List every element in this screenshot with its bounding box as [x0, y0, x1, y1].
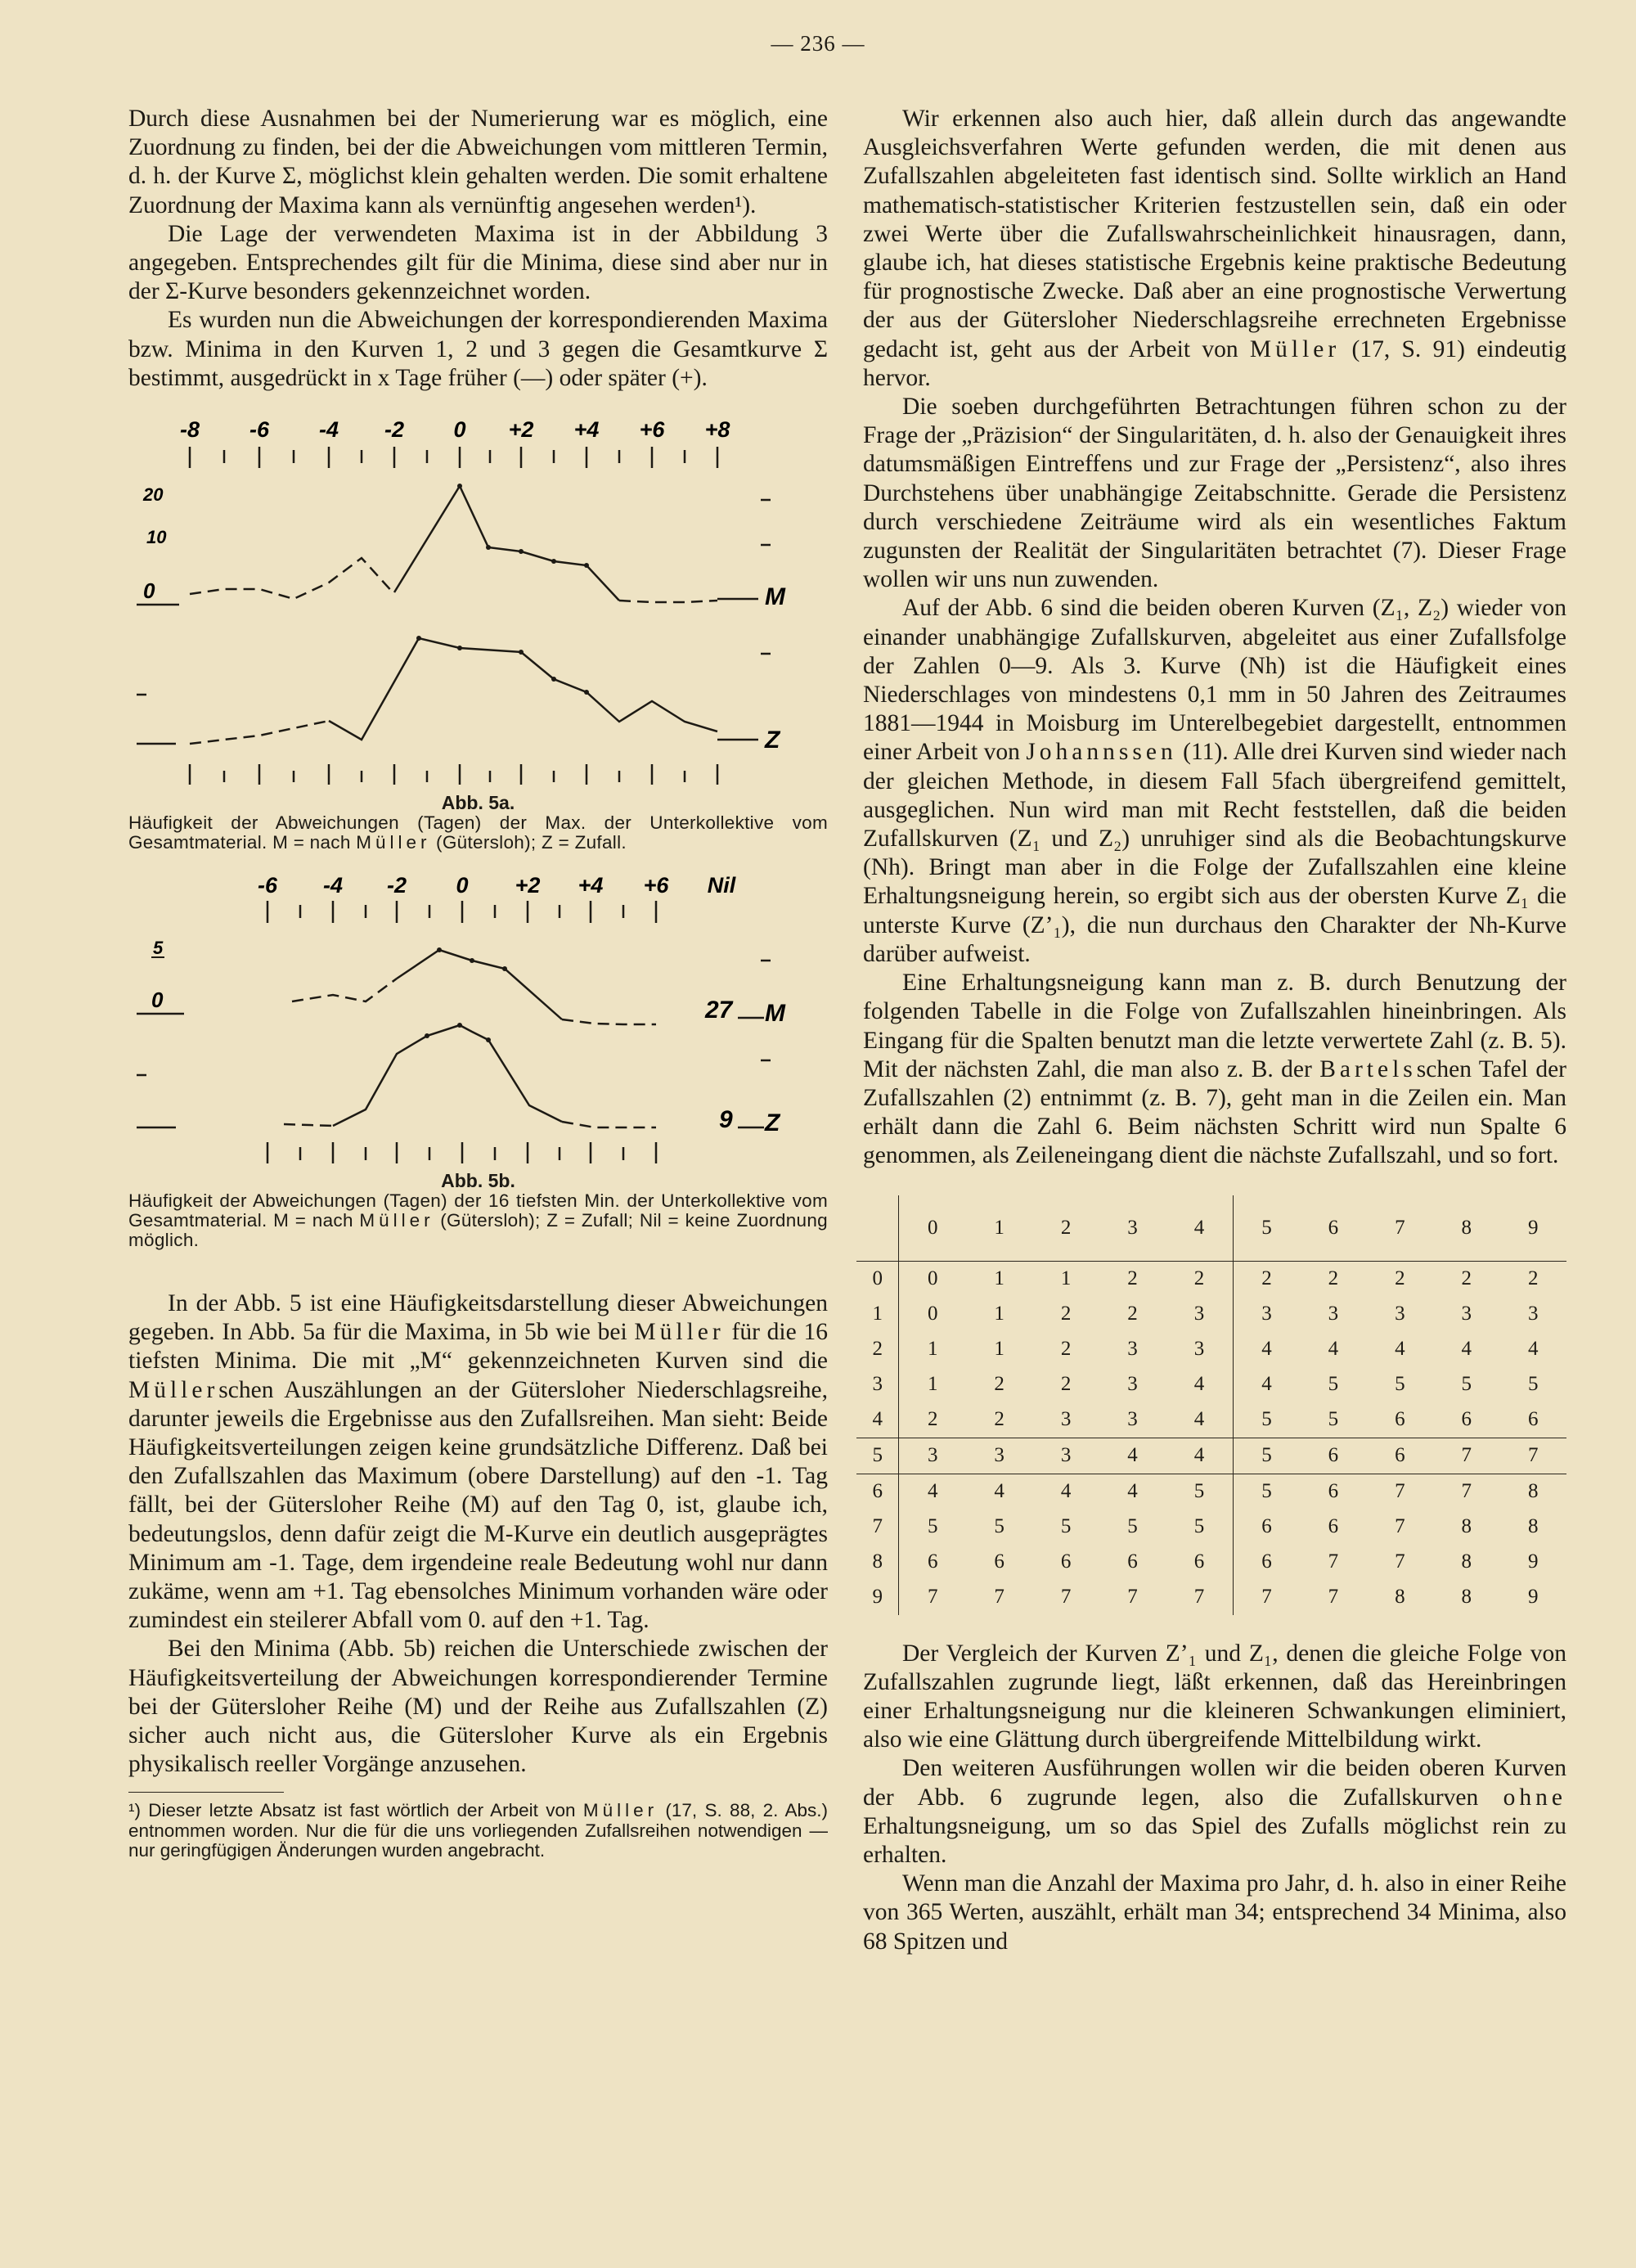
table-row-header: 4 — [856, 1402, 899, 1438]
footnote-author: Müller — [582, 1800, 658, 1821]
text-run: In der Abb. 5 ist eine Häufigkeitsdarstellung dieser Abweichungen gegeben. In Abb. 5a für die Maxima, in 5b wie bei — [128, 1290, 828, 1346]
right-paragraph-3 — [863, 594, 1566, 969]
left-column — [128, 105, 828, 1861]
table-cell: 3 — [966, 1438, 1032, 1474]
table-cell: 6 — [1328, 1515, 1339, 1538]
fig5a-tick-label: -4 — [318, 417, 339, 443]
table-row-header: 9 — [856, 1580, 899, 1615]
table-cell: 2 — [1461, 1267, 1472, 1290]
fig5b-tick-label: +2 — [515, 873, 541, 898]
table-cell: 3 — [899, 1438, 966, 1474]
table-cell: 7 — [1127, 1586, 1138, 1609]
table-cell: 5 — [1233, 1474, 1300, 1510]
table-column-header: 9 — [1500, 1195, 1567, 1262]
table-cell: 6 — [1300, 1474, 1366, 1510]
table-cell: 6 — [1300, 1438, 1366, 1474]
table-corner-cell — [856, 1195, 899, 1262]
table-row-header: 0 — [856, 1261, 899, 1297]
table-row — [856, 1474, 1566, 1510]
table-cell: 2 — [994, 1408, 1005, 1431]
fig5a-tick-label: +6 — [639, 417, 665, 443]
table-column-header: 1 — [966, 1195, 1032, 1262]
table-cell: 6 — [1233, 1510, 1300, 1545]
fig5a-tick-label: -6 — [249, 417, 270, 443]
text-run: Eine Erhaltungsneigung kann man z. B. durch Benutzung der folgenden Tabelle in die Folge von Zufallszahlen hineinbringen. Als Eingang für die Spalten benutzt man die letzte verwertete Zahl (z. B. 5). Mit der nächsten Zahl, die man also z. B. der — [863, 970, 1566, 1082]
table-header-row — [856, 1195, 1566, 1262]
fig5b-y-label: 5 — [153, 938, 164, 959]
table-cell: 6 — [1233, 1545, 1300, 1580]
table-cell: 7 — [1328, 1550, 1339, 1573]
table-column-header: 3 — [1099, 1195, 1166, 1262]
fig5a-curve-m — [190, 486, 758, 602]
table-cell: 3 — [1193, 1338, 1205, 1361]
table-cell: 4 — [1193, 1373, 1205, 1396]
table-cell: 1 — [1060, 1267, 1072, 1290]
table-cell: 1 — [927, 1338, 938, 1361]
table-column-header: 6 — [1300, 1195, 1366, 1262]
table-cell: 2 — [1193, 1267, 1205, 1290]
table-cell: 5 — [1461, 1373, 1472, 1396]
table-cell: 9 — [1528, 1550, 1539, 1573]
table-row — [856, 1297, 1566, 1332]
table-cell: 4 — [1099, 1438, 1166, 1474]
table-cell: 3 — [1528, 1303, 1539, 1325]
figure-5b-caption — [128, 1191, 828, 1250]
table-cell: 5 — [1166, 1474, 1233, 1510]
author-name: Müller — [634, 1319, 725, 1346]
footnote — [128, 1801, 828, 1861]
text-run: (17, S. 91) eindeutig hervor. — [863, 335, 1566, 391]
figure-5a-chart — [128, 404, 828, 789]
fig5b-top-ticks — [267, 901, 656, 923]
fig5b-tick-label: Nil — [707, 873, 736, 898]
table-column-header: 0 — [899, 1195, 966, 1262]
table-row — [856, 1580, 1566, 1615]
table-cell: 6 — [1060, 1550, 1072, 1573]
text-run: Den weiteren Ausführungen wollen wir die beiden oberen Kurven der Abb. 6 zugrunde legen, also die Zufallskurven — [863, 1755, 1566, 1811]
table-cell: 5 — [1193, 1515, 1205, 1538]
table-cell: 5 — [1060, 1515, 1072, 1538]
table-cell: 1 — [994, 1338, 1005, 1361]
table-row — [856, 1367, 1566, 1402]
caption-text: Häufigkeit der Abweichungen (Tagen) der 16 tiefsten Min. der Unterkollektive vom Gesamtmaterial. M = nach — [128, 1190, 828, 1231]
table-row-header: 3 — [856, 1367, 899, 1402]
caption-text: (Gütersloh); Z = Zufall; Nil = keine Zuordnung möglich. — [128, 1210, 828, 1251]
table-cell: 3 — [1127, 1338, 1138, 1361]
table-cell: 1 — [994, 1303, 1005, 1325]
fig5b-tick-label: -2 — [386, 873, 407, 898]
table-cell: 4 — [1328, 1338, 1339, 1361]
table-cell: 7 — [1500, 1438, 1567, 1474]
author-name: Johannssen — [1026, 739, 1177, 766]
table-cell: 5 — [1328, 1408, 1339, 1431]
table-cell: 6 — [1528, 1408, 1539, 1431]
fig5a-tick-label: +4 — [573, 417, 600, 443]
footnote-rule — [128, 1792, 284, 1793]
table-cell: 4 — [1233, 1367, 1300, 1402]
table-cell: 4 — [1461, 1338, 1472, 1361]
text-run: (11). Alle drei Kurven sind wieder nach der gleichen Methode, in diesem Fall 5fach übergreifend gemittelt, ausgeglichen. Nun wird man mit Recht feststellen, daß die beiden Zufallskurven (Z₁ und Z₂) unruhiger sind als die Beobachtungskurve (Nh). Bringt man aber in die Folge der Zufallszahlen eine kleine Erhaltungsneigung herein, so ergibt sich aus der obersten Kurve Z₁ die unterste Kurve (Z’₁), die nun durchaus den Charakter der Nh-Kurve darüber aufweist. — [863, 739, 1566, 967]
table-cell: 3 — [1032, 1438, 1099, 1474]
table-cell: 1 — [927, 1373, 938, 1396]
table-cell: 4 — [1233, 1332, 1300, 1367]
fig5b-label-m: M — [765, 1000, 785, 1028]
fig5b-y-label: 0 — [151, 988, 164, 1013]
fig5a-y-label: 10 — [146, 527, 167, 548]
table-cell: 6 — [994, 1550, 1005, 1573]
table-column-header: 7 — [1367, 1195, 1433, 1262]
table-cell: 5 — [1395, 1373, 1405, 1396]
table-cell: 0 — [927, 1303, 938, 1325]
table-cell: 4 — [1032, 1474, 1099, 1510]
caption-text: Häufigkeit der Abweichungen (Tagen) der Max. der Unterkollektive vom Gesamtmaterial. M = nach — [128, 812, 828, 853]
table-cell: 2 — [994, 1373, 1005, 1396]
text-run: Auf der Abb. 6 sind die beiden oberen Kurven (Z₁, Z₂) wieder von einander unabhängige Zufallskurven, abgeleitet aus einer Zufallsfolge der Zahlen 0—9. Als 3. Kurve (Nh) ist die Häufigkeit eines Niederschlages von mindestens 0,1 mm in 50 Jahren des Zeitraumes 1881—1944 in Moisburg im Unterelbegebiet dargestellt, entnommen einer Arbeit von — [863, 595, 1566, 766]
table-cell: 2 — [1060, 1338, 1072, 1361]
fig5b-tick-label: +4 — [578, 873, 604, 898]
table-cell: 5 — [927, 1515, 938, 1538]
table-cell: 0 — [927, 1267, 938, 1290]
caption-author: Müller — [359, 1210, 434, 1231]
table-column-header: 5 — [1233, 1195, 1300, 1262]
table-cell: 6 — [1367, 1438, 1433, 1474]
text-run: Erhaltungsneigung, um so das Spiel des Zufalls möglichst rein zu erhalten. — [863, 1812, 1566, 1868]
table-cell: 2 — [927, 1408, 938, 1431]
right-paragraph-2: Die soeben durchgeführten Betrachtungen führen schon zu der Frage der „Präzision“ der Singularitäten, d. h. also der Genauigkeit ihres datumsmäßigen Eintreffens und zur Frage der „Persistenz“, also ihres Durchstehens über unabhängige Zeitabschnitte. Gerade die Persistenz durch verschiedene Zeiträume wird als ein wesentliches Faktum zugunsten der Realität der Singularitäten betrachtet (7). Dieser Frage wollen wir uns nun zuwenden. — [863, 394, 1566, 593]
table-cell: 8 — [1461, 1515, 1472, 1538]
table-cell: 2 — [1328, 1267, 1339, 1290]
fig5a-tick-label: 0 — [453, 417, 466, 443]
table-cell: 8 — [1500, 1474, 1567, 1510]
table-cell: 2 — [1127, 1303, 1138, 1325]
table-cell: 6 — [1127, 1550, 1138, 1573]
right-paragraph-1 — [863, 105, 1566, 393]
table-cell: 9 — [1528, 1586, 1539, 1609]
table-cell: 8 — [1461, 1586, 1472, 1609]
figure-5b-title: Abb. 5b. — [441, 1170, 515, 1192]
table-cell: 2 — [1395, 1267, 1405, 1290]
table-cell: 6 — [1395, 1408, 1405, 1431]
persistence-table — [856, 1195, 1566, 1615]
fig5b-tick-label: -6 — [257, 873, 278, 898]
fig5b-nil-value-m: 27 — [705, 997, 733, 1024]
table-cell: 6 — [1193, 1550, 1205, 1573]
fig5a-label-z: Z — [765, 727, 780, 754]
fig5a-curve-z — [190, 638, 758, 744]
left-paragraph-1: Durch diese Ausnahmen bei der Numerierung war es möglich, eine Zuordnung zu finden, bei der die Abweichungen vom mittleren Termin, d. h. der Kurve Σ, möglichst klein gehalten werden. Die somit erhaltene Zuordnung der Maxima kann als vernünftig angesehen werden¹). — [128, 106, 828, 218]
figure-5a-caption — [128, 813, 828, 853]
text-run: für die 16 tiefsten Minima. Die mit „M“ gekennzeichneten Kurven sind die — [128, 1319, 828, 1375]
table-cell: 8 — [1395, 1586, 1405, 1609]
fig5a-y-label: 20 — [143, 484, 164, 506]
figure-5a-title: Abb. 5a. — [441, 792, 515, 814]
right-paragraph-7: Wenn man die Anzahl der Maxima pro Jahr, d. h. also in einer Reihe von 365 Werten, auszählt, erhält man 34; entsprechend 34 Minima, also 68 Spitzen und — [863, 1870, 1566, 1955]
figure-5a — [128, 404, 828, 853]
fig5a-tick-label: -2 — [384, 417, 405, 443]
table-cell: 3 — [1060, 1408, 1072, 1431]
left-paragraph-4 — [128, 1289, 828, 1635]
table-row — [856, 1510, 1566, 1545]
table-cell: 4 — [1193, 1408, 1205, 1431]
table-row-header: 7 — [856, 1510, 899, 1545]
table-row-header: 5 — [856, 1438, 899, 1474]
table-cell: 6 — [1461, 1408, 1472, 1431]
table-cell: 3 — [1127, 1373, 1138, 1396]
table-cell: 7 — [1395, 1550, 1405, 1573]
table-cell: 5 — [1233, 1402, 1300, 1438]
table-cell: 4 — [966, 1474, 1032, 1510]
table-cell: 5 — [1528, 1373, 1539, 1396]
table-cell: 7 — [927, 1586, 938, 1609]
table-cell: 5 — [1328, 1373, 1339, 1396]
fig5a-bottom-ticks — [190, 764, 717, 785]
table-row-header: 1 — [856, 1297, 899, 1332]
table-row — [856, 1261, 1566, 1297]
table-cell: 2 — [1127, 1267, 1138, 1290]
right-column — [863, 105, 1566, 1956]
caption-author: Müller — [356, 832, 431, 853]
fig5a-tick-label: -8 — [179, 417, 200, 443]
figure-5b — [128, 864, 828, 1250]
author-name: Müller — [1249, 335, 1341, 362]
fig5b-bottom-ticks — [267, 1142, 656, 1163]
table-row-header: 8 — [856, 1545, 899, 1580]
fig5b-tick-label: 0 — [456, 873, 469, 898]
text-run: schen Tafel der Zufallszahlen (2) entnimmt (z. B. 7), geht man in die Zeilen ein. Man erhält dann die Zahl 6. Beim nächsten Schritt wird nun Spalte 6 genommen, als Zeileneingang dient die nächste Zufallszahl, und so fort. — [863, 1055, 1566, 1169]
table-cell: 3 — [1328, 1303, 1339, 1325]
table-cell: 7 — [1060, 1586, 1072, 1609]
table-cell: 1 — [994, 1267, 1005, 1290]
table-cell: 3 — [1233, 1297, 1300, 1332]
text-run: Wir erkennen also auch hier, daß allein durch das angewandte Ausgleichsverfahren Werte gefunden werden, die mit denen aus Zufallszahlen abgeleiteten fast identisch sind. Sollte wirklich an Hand mathematisch-statistischer Kriterien festzustellen sein, daß ein oder zwei Werte über die Zufallswahrscheinlichkeit hinausragen, dann, glaube ich, hat dieses statistische Ergebnis keine praktische Bedeutung für prognostische Zwecke. Daß aber an eine prognostische Verwertung der aus der Gütersloher Niederschlagsreihe errechneten Ergebnisse gedacht ist, geht aus der Arbeit von — [863, 106, 1566, 362]
caption-text: (Gütersloh); Z = Zufall. — [430, 832, 627, 853]
figure-5b-chart — [128, 864, 828, 1167]
table-cell: 7 — [1328, 1586, 1339, 1609]
fig5a-top-ticks — [190, 447, 717, 468]
footnote-text: ¹) Dieser letzte Absatz ist fast wörtlich der Arbeit von — [128, 1800, 583, 1821]
table-row-header: 2 — [856, 1332, 899, 1367]
right-paragraph-4 — [863, 969, 1566, 1170]
table-cell: 6 — [927, 1550, 938, 1573]
table-cell: 5 — [1127, 1515, 1138, 1538]
table-cell: 8 — [1528, 1515, 1539, 1538]
author-name: Müller — [128, 1376, 219, 1403]
table-row-header: 6 — [856, 1474, 899, 1510]
table-row — [856, 1545, 1566, 1580]
table-cell: 7 — [1193, 1586, 1205, 1609]
table-cell: 2 — [1060, 1373, 1072, 1396]
table-cell: 7 — [1233, 1580, 1300, 1615]
right-paragraph-6 — [863, 1754, 1566, 1870]
table-cell: 4 — [1395, 1338, 1405, 1361]
table-row — [856, 1402, 1566, 1438]
fig5a-tick-label: +2 — [508, 417, 534, 443]
table-cell: 7 — [1433, 1474, 1499, 1510]
fig5a-label-m: M — [765, 583, 785, 611]
fig5b-curve-z — [284, 1025, 656, 1127]
table-row — [856, 1332, 1566, 1367]
table-cell: 7 — [1433, 1438, 1499, 1474]
footnote-text: (17, S. 88, 2. Abs.) entnommen worden. Nur die für die uns vorliegenden Zufallsreihen notwendigen — nur geringfügigen Änderungen wurden angebracht. — [128, 1800, 829, 1861]
table-cell: 7 — [1395, 1515, 1405, 1538]
table-cell: 4 — [1099, 1474, 1166, 1510]
table-cell: 4 — [1166, 1438, 1233, 1474]
table-cell: 8 — [1461, 1550, 1472, 1573]
table-column-header: 2 — [1032, 1195, 1099, 1262]
left-paragraph-3: Es wurden nun die Abweichungen der korrespondierenden Maxima bzw. Minima in den Kurven 1, 2 und 3 gegen die Gesamtkurve Σ bestimmt, ausgedrückt in x Tage früher (—) oder später (+). — [128, 307, 828, 391]
table-cell: 7 — [994, 1586, 1005, 1609]
table-cell: 5 — [994, 1515, 1005, 1538]
text-run: schen Auszählungen an der Gütersloher Niederschlagsreihe, darunter jeweils die Ergebnisse aus den Zufallsreihen. Man sieht: Beide Häufigkeitsverteilungen zeigen keine grundsätzliche Differenz. Daß bei den Zufallszahlen das Maximum (obere Darstellung) auf den -1. Tag fällt, bei der Gütersloher Reihe (M) auf den Tag 0, ist, glaube ich, bedeutungslos, denn dafür zeigt die M-Kurve ein deutlich ausgeprägtes Minimum am -1. Tage, dem irgendeine reale Bedeutung wohl nur dann zukäme, wenn am +1. Tag ebensolches Minimum vorhanden wäre oder zumindest ein steilerer Abfall vom 0. auf den +1. Tag. — [128, 1376, 828, 1634]
table-column-header: 4 — [1166, 1195, 1233, 1262]
spaced-word: ohne — [1503, 1784, 1566, 1811]
fig5a-tick-label: +8 — [704, 417, 730, 443]
table-cell: 4 — [899, 1474, 966, 1510]
table-cell: 3 — [1461, 1303, 1472, 1325]
right-paragraph-5: Der Vergleich der Kurven Z’₁ und Z₁, denen die gleiche Folge von Zufallszahlen zugrunde liegt, läßt erkennen, daß das Hereinbringen einer Erhaltungsneigung nur die kleineren Schwankungen eliminiert, also wie eine Glättung durch übergreifende Mittelbildung wirkt. — [863, 1640, 1566, 1753]
table-cell: 2 — [1060, 1303, 1072, 1325]
table-column-header: 8 — [1433, 1195, 1499, 1262]
table-cell: 2 — [1528, 1267, 1539, 1290]
fig5a-y-label: 0 — [143, 578, 155, 604]
table-cell: 3 — [1127, 1408, 1138, 1431]
fig5b-nil-value-z: 9 — [719, 1106, 733, 1134]
fig5b-tick-label: +6 — [643, 873, 669, 898]
table-row — [856, 1438, 1566, 1474]
fig5b-tick-label: -4 — [322, 873, 344, 898]
fig5b-label-z: Z — [765, 1109, 780, 1137]
left-paragraph-5: Bei den Minima (Abb. 5b) reichen die Unterschiede zwischen der Häufigkeitsverteilung der Abweichungen korrespondierender Termine bei der Gütersloher Reihe (M) und der Reihe aus Zufallszahlen (Z) sicher auch nicht aus, die Gütersloher Kurve als ein Ergebnis physikalisch reeller Vorgänge anzusehen. — [128, 1636, 828, 1778]
table-cell: 3 — [1395, 1303, 1405, 1325]
table-cell: 2 — [1233, 1261, 1300, 1297]
table-cell: 7 — [1367, 1474, 1433, 1510]
table-cell: 3 — [1193, 1303, 1205, 1325]
left-paragraph-2: Die Lage der verwendeten Maxima ist in der Abbildung 3 angegeben. Entsprechendes gilt für die Minima, diese sind aber nur in der Σ-Kurve besonders gekennzeichnet worden. — [128, 220, 828, 305]
table-cell: 5 — [1233, 1438, 1300, 1474]
table-cell: 4 — [1528, 1338, 1539, 1361]
author-name: Bartels — [1319, 1055, 1417, 1082]
page-number: — 236 — — [771, 31, 865, 56]
